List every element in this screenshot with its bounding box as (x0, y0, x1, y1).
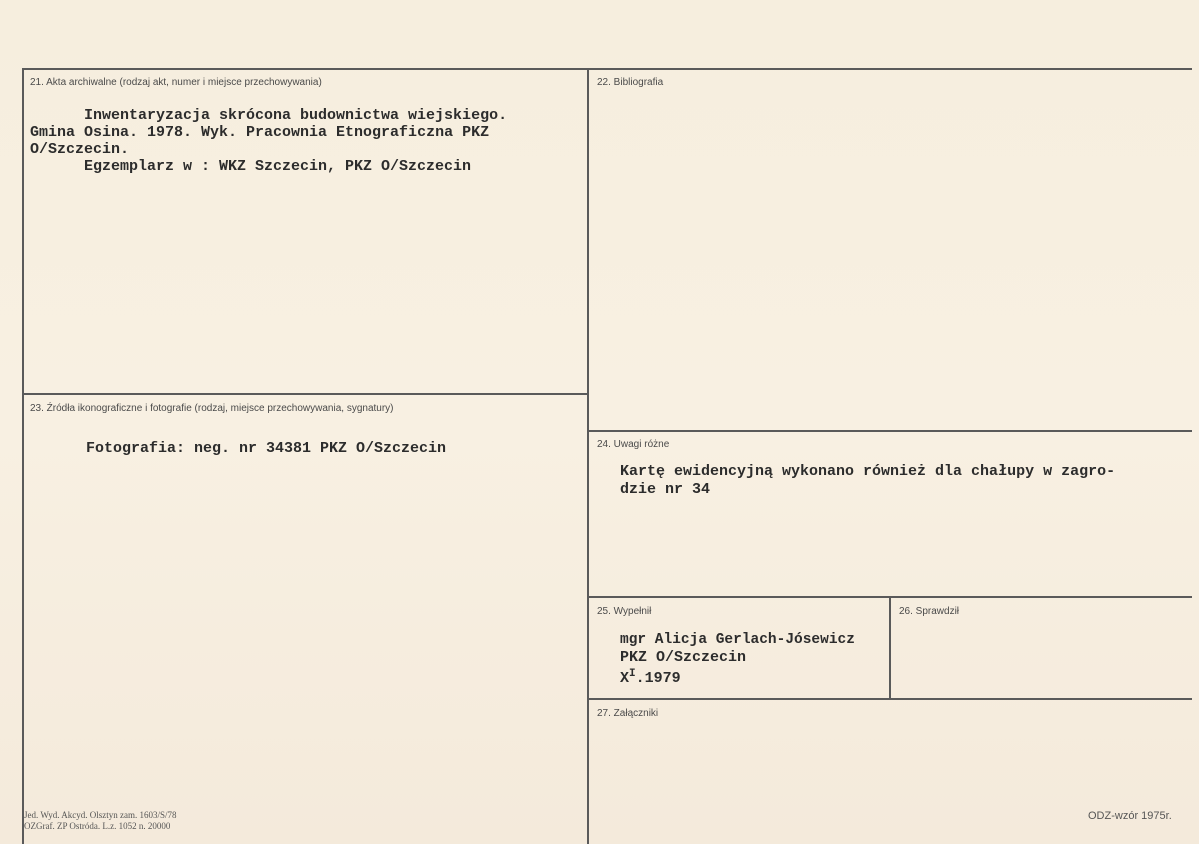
section-23-line-1: Fotografia: neg. nr 34381 PKZ O/Szczecin (86, 440, 447, 457)
section-24-label: 24. Uwagi różne (597, 439, 670, 450)
section-26-label: 26. Sprawdził (899, 606, 960, 617)
section-25-line-1: mgr Alicja Gerlach-Jósewicz (620, 632, 855, 648)
divider-25-26 (889, 597, 891, 699)
section-21-line-2: Gmina Osina. 1978. Wyk. Pracownia Etnograficzna PKZ (30, 124, 490, 141)
section-23-label: 23. Źródła ikonograficzne i fotografie (rodzaj, miejsce przechowywania, sygnatury) (30, 403, 394, 414)
rule-21-23 (22, 393, 588, 395)
section-22-label: 22. Bibliografia (597, 77, 664, 88)
section-21-label: 21. Akta archiwalne (rodzaj akt, numer i miejsce przechowywania) (30, 77, 322, 88)
section-21-line-3: O/Szczecin. (30, 141, 130, 158)
form-identifier: ODZ-wzór 1975r. (1088, 810, 1172, 822)
section-21-line-1: Inwentaryzacja skrócona budownictwa wiejskiego. (84, 107, 508, 124)
printer-imprint-line-2: OZGraf. ZP Ostróda. L.z. 1052 n. 20000 (24, 821, 171, 831)
section-27-label: 27. Załączniki (597, 708, 659, 719)
rule-22-24 (588, 430, 1192, 432)
date-prefix: X (620, 670, 630, 687)
section-25-line-2: PKZ O/Szczecin (620, 649, 747, 666)
date-superscript: I (629, 668, 636, 680)
top-rule (22, 68, 1192, 70)
section-24-line-2: dzie nr 34 (620, 481, 711, 498)
section-25-date (620, 666, 681, 687)
section-25-label: 25. Wypełnił (597, 606, 652, 617)
printer-imprint-line-1: Jed. Wyd. Akcyd. Olsztyn zam. 1603/S/78 (24, 810, 177, 820)
date-rest: .1979 (635, 670, 681, 687)
section-24-line-1: Kartę ewidencyjną wykonano również dla chałupy w zagro- (620, 463, 1116, 480)
center-divider (587, 68, 589, 844)
section-21-line-4: Egzemplarz w : WKZ Szczecin, PKZ O/Szczecin (84, 158, 472, 175)
left-border (22, 68, 24, 844)
